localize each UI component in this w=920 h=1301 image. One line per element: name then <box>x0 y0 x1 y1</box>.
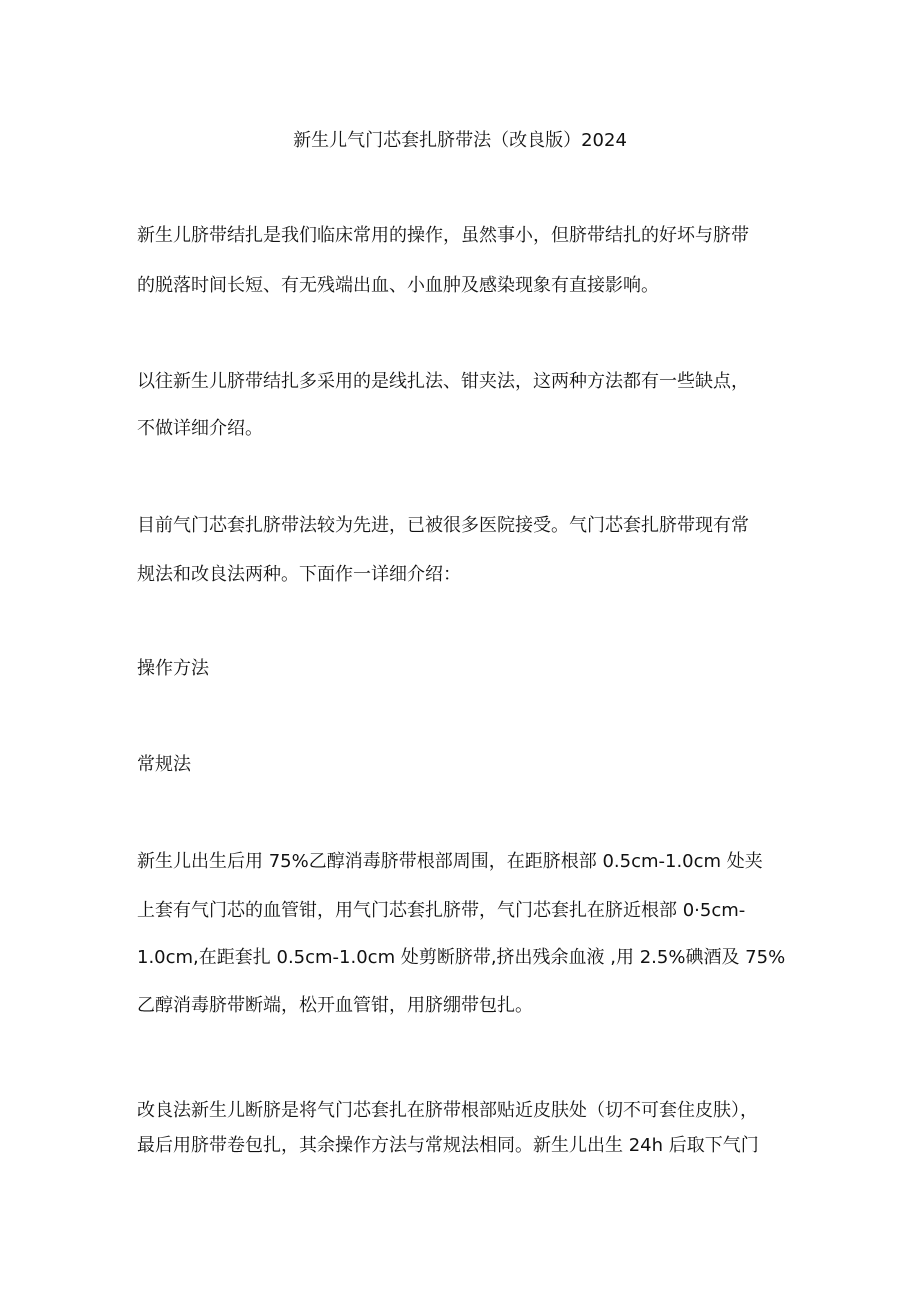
paragraph-conventional-line-3: 1.0cm,在距套扎 0.5cm-1.0cm 处剪断脐带,挤出残余血液 ,用 2.5%碘酒及 75% <box>137 947 786 968</box>
paragraph-3-line-1: 目前气门芯套扎脐带法较为先进，已被很多医院接受。气门芯套扎脐带现有常 <box>137 515 749 536</box>
document-title: 新生儿气门芯套扎脐带法（改良版）2024 <box>293 130 627 151</box>
paragraph-conventional-line-1: 新生儿出生后用 75%乙醇消毒脐带根部周围，在距脐根部 0.5cm-1.0cm 处夹 <box>137 851 763 872</box>
section-heading-conventional: 常规法 <box>137 754 191 775</box>
paragraph-conventional-line-4: 乙醇消毒脐带断端，松开血管钳，用脐绷带包扎。 <box>137 995 533 1016</box>
paragraph-3-line-2: 规法和改良法两种。下面作一详细介绍： <box>137 564 461 585</box>
paragraph-conventional-line-2: 上套有气门芯的血管钳，用气门芯套扎脐带，气门芯套扎在脐近根部 0·5cm- <box>137 900 746 921</box>
paragraph-improved-line-2: 最后用脐带卷包扎，其余操作方法与常规法相同。新生儿出生 24h 后取下气门 <box>137 1135 759 1156</box>
paragraph-2-line-1: 以往新生儿脐带结扎多采用的是线扎法、钳夹法，这两种方法都有一些缺点， <box>137 371 749 392</box>
section-heading-method: 操作方法 <box>137 658 209 679</box>
paragraph-2-line-2: 不做详细介绍。 <box>137 418 263 439</box>
paragraph-1-line-2: 的脱落时间长短、有无残端出血、小血肿及感染现象有直接影响。 <box>137 275 659 296</box>
paragraph-1-line-1: 新生儿脐带结扎是我们临床常用的操作，虽然事小，但脐带结扎的好坏与脐带 <box>137 225 749 246</box>
paragraph-improved-line-1: 改良法新生儿断脐是将气门芯套扎在脐带根部贴近皮肤处（切不可套住皮肤）， <box>137 1100 758 1121</box>
